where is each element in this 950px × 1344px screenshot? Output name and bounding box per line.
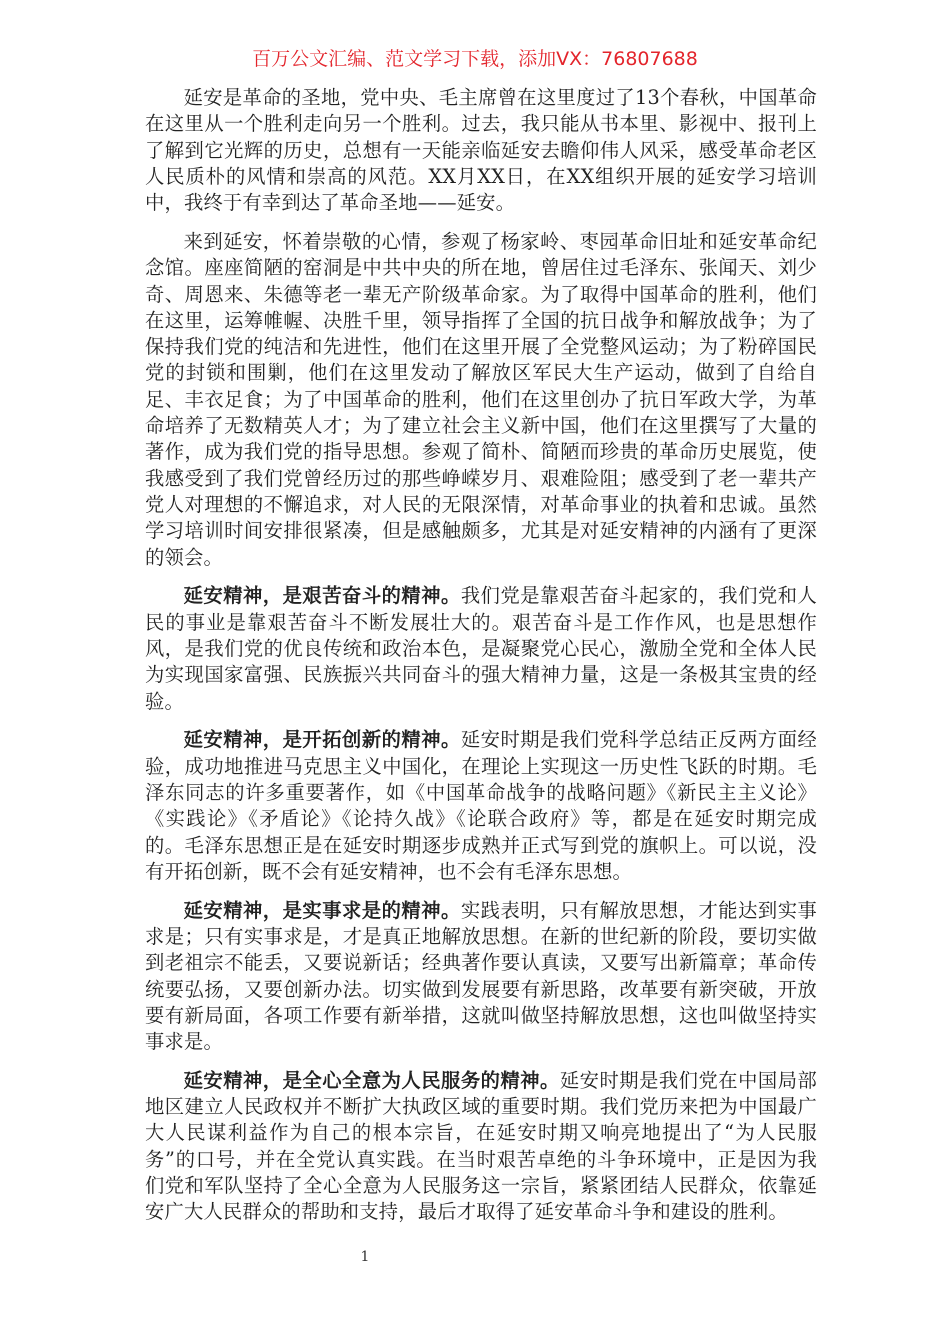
paragraph-text: 我们党是靠艰苦奋斗起家的，我们党和人民的事业是靠艰苦奋斗不断发展壮大的。艰苦奋斗是工作作风，也是思想作风，是我们党的优良传统和政治本色，是凝聚党心民心，激励全党和全体人民为实现国家富强、民族振兴共同奋斗的强大精神力量，这是一条极其宝贵的经验。 — [145, 584, 817, 713]
paragraph-service — [145, 1068, 817, 1226]
paragraph-lead: 延安精神，是开拓创新的精神。 — [183, 728, 461, 752]
paragraph-text: 延安时期是我们党在中国局部地区建立人民政权并不断扩大执政区域的重要时期。我们党历来把为中国最广大人民谋利益作为自己的根本宗旨，在延安时期又响亮地提出了“为人民服务”的口号，并在全党认真实践。在当时艰苦卓绝的斗争环境中，正是因为我们党和军队坚持了全心全意为人民服务这一宗旨，紧紧团结人民群众，依靠延安广大人民群众的帮助和支持，最后才取得了延安革命斗争和建设的胜利。 — [145, 1068, 817, 1224]
paragraph-lead: 延安精神，是艰苦奋斗的精神。 — [183, 584, 461, 608]
paragraph-lead: 延安精神，是全心全意为人民服务的精神。 — [183, 1068, 560, 1092]
paragraph-text: 延安是革命的圣地，党中央、毛主席曾在这里度过了13个春秋，中国革命在这里从一个胜利走向另一个胜利。过去，我只能从书本里、影视中、报刊上了解到它光辉的历史，总想有一天能亲临延安去瞻仰伟人风采，感受革命老区人民质朴的风情和崇高的风范。XX月XX日，在XX组织开展的延安学习培训中，我终于有幸到达了革命圣地——延安。 — [145, 86, 817, 215]
paragraph-text: 延安时期是我们党科学总结正反两方面经验，成功地推进马克思主义中国化，在理论上实现这一历史性飞跃的时期。毛泽东同志的许多重要著作，如《中国革命战争的战略问题》《新民主主义论》《实践论》《矛盾论》《论持久战》《论联合政府》等，都是在延安时期完成的。毛泽东思想正是在延安时期逐步成熟并正式写到党的旗帜上。可以说，没有开拓创新，既不会有延安精神，也不会有毛泽东思想。 — [145, 728, 817, 883]
paragraph-intro — [145, 85, 817, 216]
paragraph-hard-work — [145, 583, 817, 714]
page-number: 1 — [360, 1249, 370, 1265]
paragraph-text: 实践表明，只有解放思想，才能达到实事求是；只有实事求是，才是真正地解放思想。在新的世纪新的阶段，要切实做到老祖宗不能丢，又要说新话；经典著作要认真读，又要写出新篇章；革命传统要弘扬，又要创新办法。切实做到发展要有新思路，改革要有新突破，开放要有新局面，各项工作要有新举措，这就叫做坚持解放思想，这也叫做坚持实事求是。 — [145, 898, 817, 1054]
document-body — [145, 85, 817, 1238]
watermark-banner: 百万公文汇编、范文学习下载，添加VX：76807688 — [252, 48, 698, 70]
paragraph-lead: 延安精神，是实事求是的精神。 — [183, 898, 461, 922]
paragraph-truth — [145, 898, 817, 1056]
paragraph-text: 来到延安，怀着崇敬的心情，参观了杨家岭、枣园革命旧址和延安革命纪念馆。座座简陋的窑洞是中共中央的所在地，曾居住过毛泽东、张闻天、刘少奇、周恩来、朱德等老一辈无产阶级革命家。为了取得中国革命的胜利，他们在这里，运筹帷幄、决胜千里，领导指挥了全国的抗日战争和解放战争；为了保持我们党的纯洁和先进性，他们在这里开展了全党整风运动；为了粉碎国民党的封锁和围剿，他们在这里发动了解放区军民大生产运动，做到了自给自足、丰衣足食；为了中国革命的胜利，他们在这里创办了抗日军政大学，为革命培养了无数精英人才；为了建立社会主义新中国，他们在这里撰写了大量的著作，成为我们党的指导思想。参观了简朴、简陋而珍贵的革命历史展览，使我感受到了我们党曾经历过的那些峥嵘岁月、艰难险阻；感受到了老一辈共产党人对理想的不懈追求，对人民的无限深情，对革命事业的执着和忠诚。虽然学习培训时间安排很紧凑，但是感触颇多，尤其是对延安精神的内涵有了更深的领会。 — [145, 229, 817, 569]
paragraph-innovation — [145, 727, 817, 885]
paragraph-visit — [145, 229, 817, 571]
